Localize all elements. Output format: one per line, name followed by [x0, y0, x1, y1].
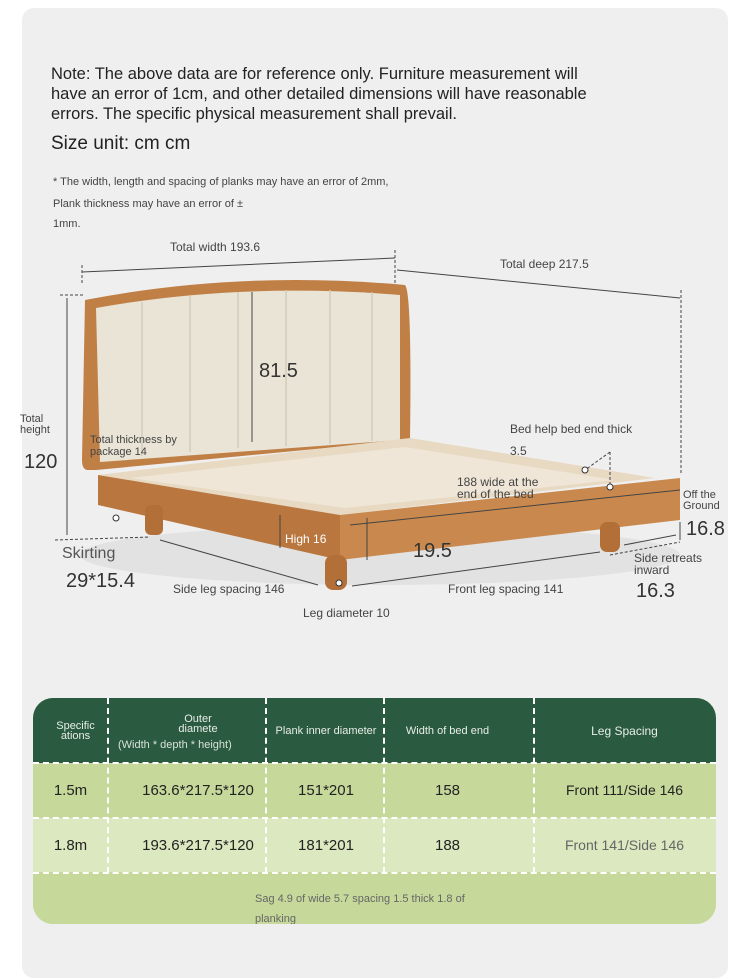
cell-spec: 1.5m [53, 781, 88, 799]
side-retreats-value: 16.3 [636, 580, 675, 602]
table-row [33, 763, 716, 817]
divider [107, 698, 109, 873]
plank-note-1: * The width, length and spacing of planks may have an error of 2mm, [53, 176, 389, 188]
header-specifications: Specific ations [56, 719, 95, 742]
header-plank-inner: Plank inner diameter [275, 724, 377, 737]
frame-height-value: 19.5 [413, 540, 452, 562]
off-ground-value: 16.8 [686, 518, 725, 540]
plank-note-2: Plank thickness may have an error of ± [53, 198, 244, 210]
divider [33, 762, 716, 764]
cell-end-width: 188 [434, 836, 461, 854]
divider [33, 817, 716, 819]
table-footer [33, 873, 716, 924]
leg-diameter-label: Leg diameter 10 [303, 606, 390, 620]
cell-spec: 1.8m [53, 836, 88, 854]
divider [533, 698, 535, 873]
cell-leg-spacing: Front 111/Side 146 [565, 782, 683, 798]
table-header [33, 698, 716, 763]
divider [33, 872, 716, 874]
total-height-value: 120 [24, 451, 58, 473]
skirting-label: Skirting [62, 545, 116, 562]
skirting-value: 29*15.4 [66, 570, 135, 592]
header-outer-diameter: Outer diamete [178, 713, 218, 735]
bed-end-thick-label: Bed help bed end thick [510, 422, 633, 436]
cell-outer: 193.6*217.5*120 [142, 836, 254, 854]
total-deep-label: Total deep 217.5 [500, 257, 589, 271]
cell-leg-spacing: Front 141/Side 146 [564, 837, 685, 853]
divider [265, 698, 267, 873]
plank-note-3: 1mm. [53, 218, 81, 230]
header-outer-diameter-sub: (Width * depth * height) [118, 739, 232, 751]
spec-table [33, 698, 716, 924]
size-unit: Size unit: cm cm [51, 133, 191, 154]
off-ground-label: Off the Ground [683, 489, 720, 512]
side-retreats-label: Side retreats inward [634, 551, 703, 577]
end-width-label: 188 wide at the end of the bed [457, 475, 539, 501]
headboard-height-value: 81.5 [259, 360, 298, 382]
table-row [33, 818, 716, 872]
cell-outer: 163.6*217.5*120 [142, 781, 254, 799]
cell-inner: 151*201 [298, 781, 354, 799]
measurement-note: Note: The above data are for reference only. Furniture measurement will have an error of 1cm, and other detailed dimensions will have reasonable errors. The specific physical measurement shall prevail. [51, 65, 587, 123]
side-leg-spacing-label: Side leg spacing 146 [173, 582, 285, 596]
footer-note: Sag 4.9 of wide 5.7 spacing 1.5 thick 1.8 of planking [255, 893, 465, 924]
cell-end-width: 158 [434, 781, 461, 799]
total-thickness-label: Total thickness by package 14 [90, 434, 177, 458]
high-label: High 16 [285, 532, 327, 546]
header-leg-spacing: Leg Spacing [591, 723, 658, 738]
divider [383, 698, 385, 873]
front-leg-spacing-label: Front leg spacing 141 [448, 582, 564, 596]
cell-inner: 181*201 [298, 836, 354, 854]
bed-end-thick-value: 3.5 [510, 444, 527, 458]
header-bed-end-width: Width of bed end [405, 724, 490, 737]
total-width-label: Total width 193.6 [170, 240, 261, 254]
total-height-label: Total height [20, 413, 50, 436]
